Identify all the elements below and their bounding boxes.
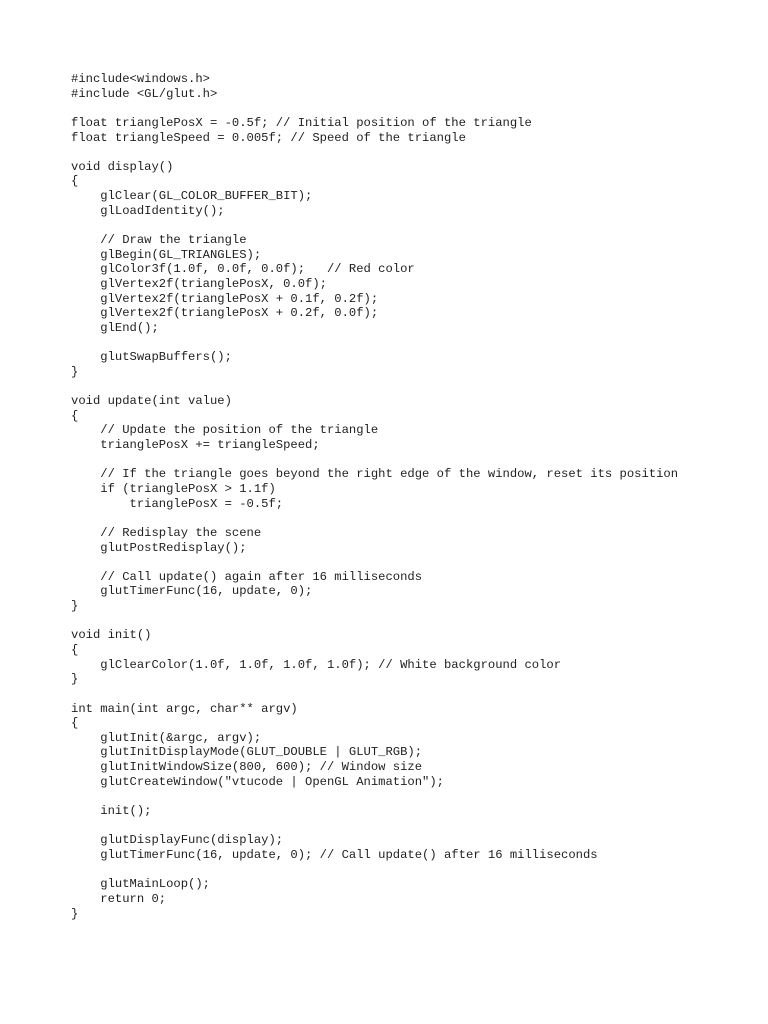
code-line	[71, 511, 678, 526]
code-line	[71, 101, 678, 116]
code-line	[71, 453, 678, 468]
code-line: glutTimerFunc(16, update, 0);	[71, 584, 313, 599]
code-line: #include <GL/glut.h>	[71, 86, 218, 101]
code-line: glBegin(GL_TRIANGLES);	[71, 247, 262, 262]
code-line: trianglePosX = -0.5f;	[71, 496, 284, 511]
code-line: glutMainLoop();	[71, 877, 210, 892]
code-line: glutCreateWindow("vtucode | OpenGL Animation");	[71, 774, 444, 789]
code-line: float triangleSpeed = 0.005f; // Speed of the triangle	[71, 130, 466, 145]
code-line: {	[71, 174, 79, 189]
code-line: void update(int value)	[71, 394, 232, 409]
code-line: glutDisplayFunc(display);	[71, 833, 284, 848]
code-line: }	[71, 906, 79, 921]
code-line: {	[71, 716, 79, 731]
code-line	[71, 379, 678, 394]
code-line: int main(int argc, char** argv)	[71, 701, 298, 716]
code-line: glVertex2f(trianglePosX + 0.2f, 0.0f);	[71, 306, 379, 321]
code-line: glVertex2f(trianglePosX + 0.1f, 0.2f);	[71, 291, 379, 306]
code-line: glutSwapBuffers();	[71, 350, 232, 365]
code-line	[71, 336, 678, 351]
code-line: {	[71, 408, 79, 423]
code-line	[71, 218, 678, 233]
code-line: }	[71, 672, 79, 687]
code-line: }	[71, 599, 79, 614]
code-line: void init()	[71, 628, 152, 643]
code-line: trianglePosX += triangleSpeed;	[71, 438, 320, 453]
code-line	[71, 687, 678, 702]
code-listing	[71, 72, 678, 921]
code-line: }	[71, 364, 79, 379]
code-line: glutInit(&argc, argv);	[71, 730, 262, 745]
code-line: #include<windows.h>	[71, 72, 210, 86]
code-line	[71, 614, 678, 629]
code-line: return 0;	[71, 891, 167, 906]
code-line: // Call update() again after 16 milliseconds	[71, 569, 423, 584]
code-line: glutTimerFunc(16, update, 0); // Call update() after 16 milliseconds	[71, 847, 598, 862]
code-line: glLoadIdentity();	[71, 203, 225, 218]
code-line	[71, 789, 678, 804]
code-line: glClear(GL_COLOR_BUFFER_BIT);	[71, 189, 313, 204]
code-line: glVertex2f(trianglePosX, 0.0f);	[71, 276, 327, 291]
code-line	[71, 145, 678, 160]
code-line: glutInitWindowSize(800, 600); // Window size	[71, 760, 423, 775]
code-line: // Update the position of the triangle	[71, 423, 379, 438]
code-line: float trianglePosX = -0.5f; // Initial position of the triangle	[71, 115, 532, 130]
code-line: glutPostRedisplay();	[71, 540, 247, 555]
code-line: glEnd();	[71, 320, 159, 335]
code-line: init();	[71, 804, 152, 819]
code-line: glColor3f(1.0f, 0.0f, 0.0f); // Red color	[71, 262, 415, 277]
code-line: void display()	[71, 159, 174, 174]
code-line	[71, 555, 678, 570]
code-line: // Draw the triangle	[71, 233, 247, 248]
code-line: if (trianglePosX > 1.1f)	[71, 481, 276, 496]
code-line: {	[71, 642, 79, 657]
code-line	[71, 863, 678, 878]
code-line: glutInitDisplayMode(GLUT_DOUBLE | GLUT_RGB);	[71, 745, 423, 760]
code-line: glClearColor(1.0f, 1.0f, 1.0f, 1.0f); // White background color	[71, 657, 562, 672]
code-line: // Redisplay the scene	[71, 525, 262, 540]
code-line	[71, 819, 678, 834]
code-line: // If the triangle goes beyond the right edge of the window, reset its position	[71, 467, 679, 482]
